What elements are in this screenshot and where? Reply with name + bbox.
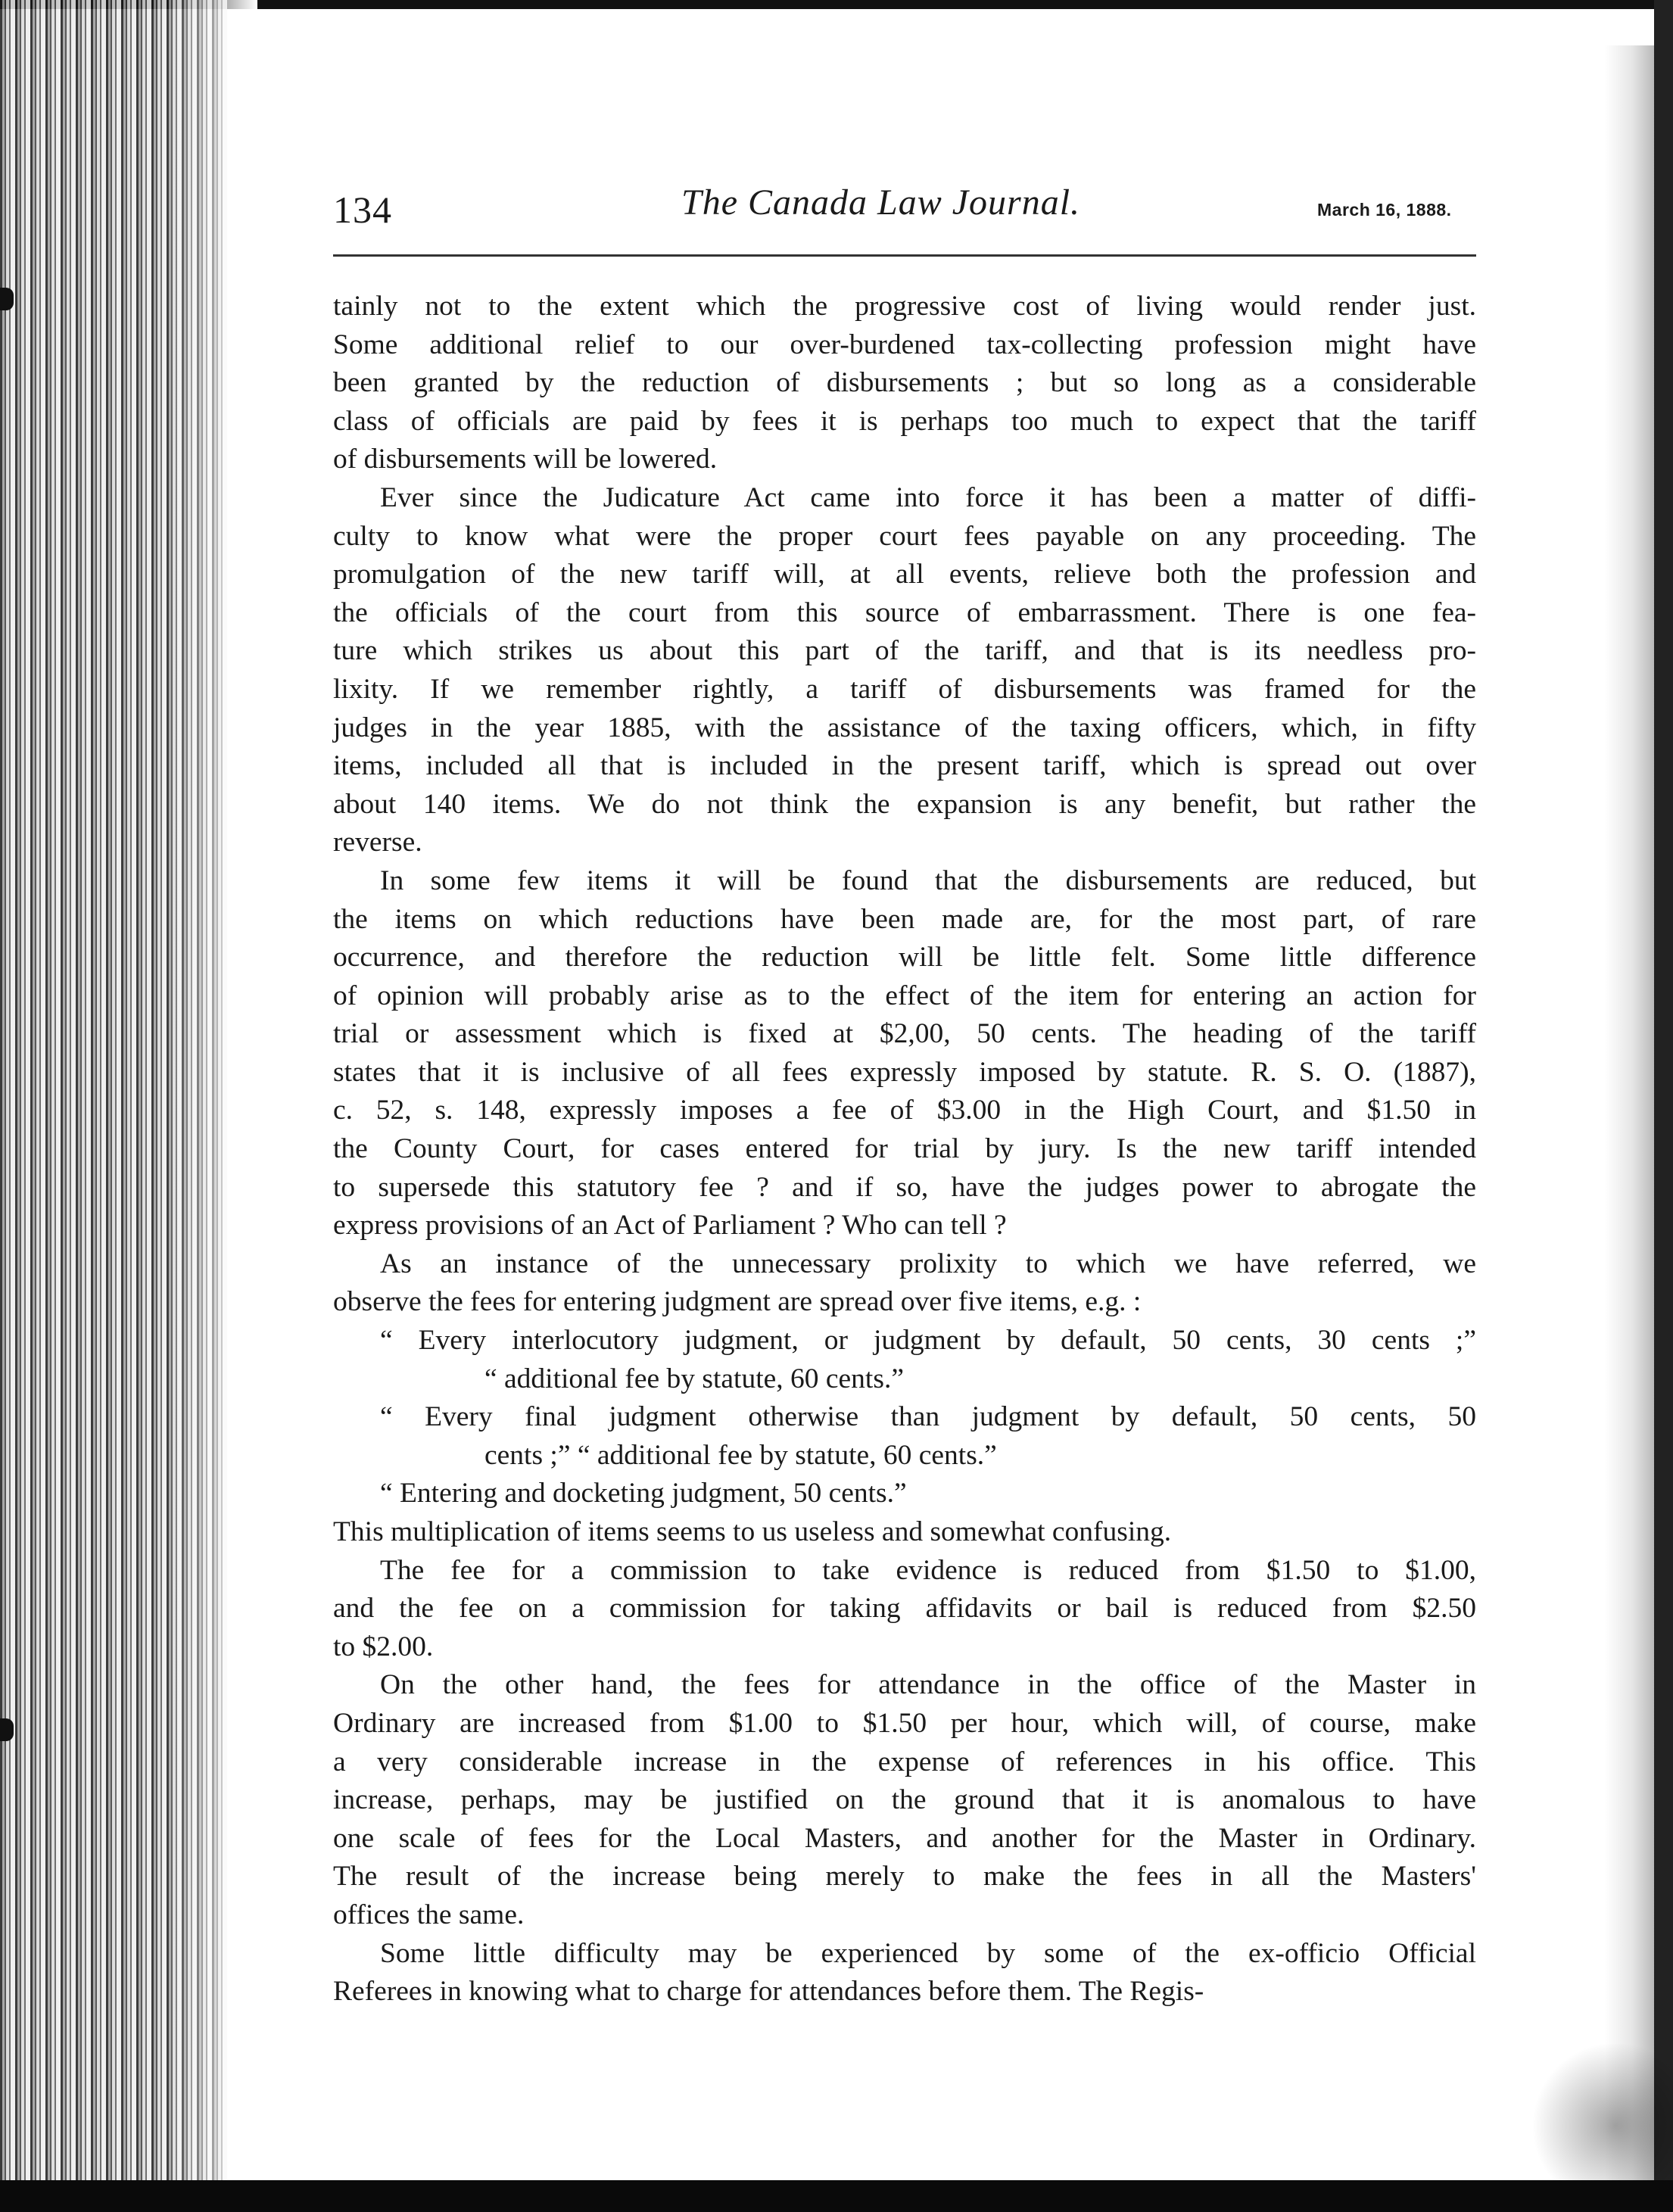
journal-title: The Canada Law Journal. <box>681 182 1081 223</box>
fee-quote-continuation: “ additional fee by statute, 60 cents.” <box>484 1363 904 1394</box>
text-line: Referees in knowing what to charge for attendances before them. The Regis- <box>333 1976 1204 2008</box>
text-line: express provisions of an Act of Parliament ? Who can tell ? <box>333 1210 1007 1242</box>
text-line: Ever since the Judicature Act came into force it has been a matter of diffi- <box>380 481 1476 513</box>
text-line: class of officials are paid by fees it is perhaps too much to expect that the tariff <box>333 405 1476 437</box>
text-line: and the fee on a commission for taking affidavits or bail is reduced from $2.50 <box>333 1593 1476 1625</box>
issue-date: March 16, 1888. <box>1317 200 1452 220</box>
text-line: observe the fees for entering judgment are spread over five items, e.g. : <box>333 1286 1142 1318</box>
text-line: This multiplication of items seems to us useless and somewhat confusing. <box>333 1516 1172 1547</box>
text-line: to supersede this statutory fee ? and if so, have the judges power to abrogate the <box>333 1171 1476 1203</box>
journal-page <box>333 0 1476 2180</box>
fee-quote-line: “ Every interlocutory judgment, or judgment by default, 50 cents, 30 cents ;” <box>380 1325 1476 1357</box>
text-line: items, included all that is included in the present tariff, which is spread out over <box>333 750 1476 782</box>
text-line: to $2.00. <box>333 1631 434 1662</box>
text-line: On the other hand, the fees for attendance in the office of the Master in <box>380 1669 1476 1701</box>
text-line: judges in the year 1885, with the assistance of the taxing officers, which, in fifty <box>333 712 1476 743</box>
text-line: lixity. If we remember rightly, a tariff of disbursements was framed for the <box>333 673 1476 705</box>
text-line: Ordinary are increased from $1.00 to $1.50 per hour, which will, of course, make <box>333 1707 1476 1739</box>
text-line: Some little difficulty may be experienced by some of the ex-officio Official <box>380 1937 1476 1969</box>
text-line: Some additional relief to our over-burdened tax-collecting profession might have <box>333 329 1476 360</box>
text-line: promulgation of the new tariff will, at all events, relieve both the profession and <box>333 559 1476 590</box>
gutter-shadow <box>167 0 257 2212</box>
text-line: the officials of the court from this source of embarrassment. There is one fea- <box>333 597 1476 628</box>
text-line: states that it is inclusive of all fees expressly imposed by statute. R. S. O. (1887), <box>333 1056 1476 1088</box>
text-line: increase, perhaps, may be justified on the ground that it is anomalous to have <box>333 1784 1476 1816</box>
header-rule <box>333 254 1476 257</box>
fee-quote-continuation: cents ;” “ additional fee by statute, 60 cents.” <box>484 1439 997 1471</box>
text-line: of opinion will probably arise as to the effect of the item for entering an action for <box>333 980 1476 1011</box>
fee-quotations <box>333 1322 1476 1513</box>
running-head <box>333 182 1476 235</box>
text-line: tainly not to the extent which the progressive cost of living would render just. <box>333 291 1476 322</box>
left-margin-marks <box>0 0 18 2212</box>
text-line: c. 52, s. 148, expressly imposes a fee of $3.00 in the High Court, and $1.50 in <box>333 1095 1476 1126</box>
text-line: about 140 items. We do not think the expansion is any benefit, but rather the <box>333 788 1476 820</box>
text-line: trial or assessment which is fixed at $2,00, 50 cents. The heading of the tariff <box>333 1018 1476 1050</box>
fee-quote-line: “ Every final judgment otherwise than judgment by default, 50 cents, 50 <box>380 1401 1476 1433</box>
scan-bottom-edge <box>0 2180 1673 2212</box>
text-line: a very considerable increase in the expense of references in his office. This <box>333 1746 1476 1777</box>
text-line: the County Court, for cases entered for trial by jury. Is the new tariff intended <box>333 1133 1476 1165</box>
text-line: The result of the increase being merely to make the fees in all the Masters' <box>333 1861 1476 1893</box>
text-line: The fee for a commission to take evidence is reduced from $1.50 to $1.00, <box>380 1554 1476 1586</box>
text-line: offices the same. <box>333 1899 525 1930</box>
text-line: reverse. <box>333 827 422 858</box>
page-corner-wear <box>1529 2044 1673 2180</box>
text-line: occurrence, and therefore the reduction will be little felt. Some little difference <box>333 942 1476 974</box>
article-paragraphs-continued <box>333 1513 1476 2011</box>
text-line: one scale of fees for the Local Masters, and another for the Master in Ordinary. <box>333 1822 1476 1854</box>
fee-quote-line: “ Entering and docketing judgment, 50 cents.” <box>380 1478 907 1509</box>
text-line: of disbursements will be lowered. <box>333 444 718 475</box>
left-margin-mark <box>0 288 14 310</box>
text-line: As an instance of the unnecessary prolixity to which we have referred, we <box>380 1248 1476 1279</box>
text-line: been granted by the reduction of disbursements ; but so long as a considerable <box>333 367 1476 399</box>
text-line: culty to know what were the proper court fees payable on any proceeding. The <box>333 520 1476 552</box>
text-line: the items on which reductions have been made are, for the most part, of rare <box>333 903 1476 935</box>
left-margin-mark <box>0 1718 14 1741</box>
article-paragraphs <box>333 288 1476 1322</box>
scan-right-border <box>1654 0 1673 2212</box>
text-line: ture which strikes us about this part of the tariff, and that is its needless pro- <box>333 635 1476 667</box>
page-number: 134 <box>333 188 392 231</box>
text-line: In some few items it will be found that the disbursements are reduced, but <box>380 865 1476 896</box>
article-body <box>333 288 1476 2011</box>
